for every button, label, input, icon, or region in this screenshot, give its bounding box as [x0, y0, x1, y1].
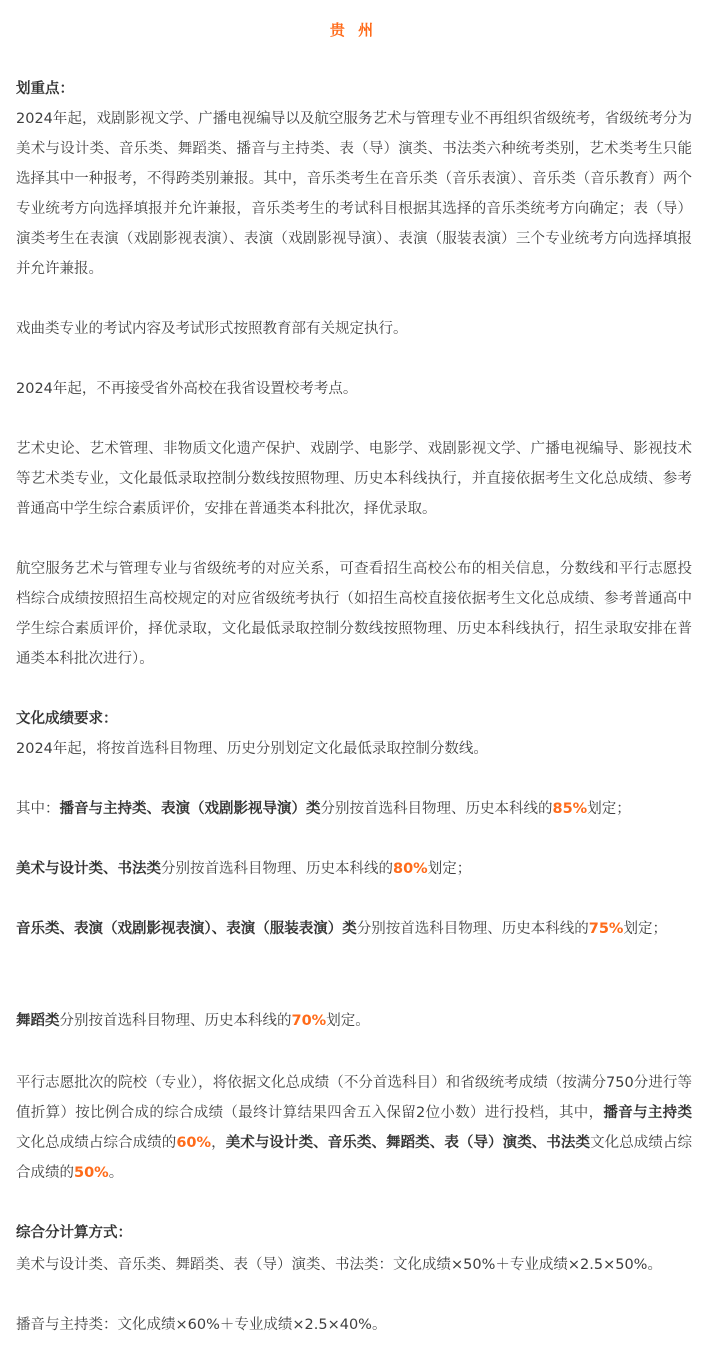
rule-80 [16, 854, 692, 884]
rule-70-text: 分别按首选科目物理、历史本科线的 [59, 1013, 292, 1029]
pv-text-4: 文化总成绩占综合成绩的 [16, 1135, 693, 1181]
paragraph-opera: 戏曲类专业的考试内容及考试形式按照教育部有关规定执行。 [16, 321, 408, 337]
paragraph-aviation: 航空服务艺术与管理专业与省级统考的对应关系，可查看招生高校公布的相关信息，分数线和平行志愿投档综合成绩按照招生高校规定的对应省级统考执行（如招生高校直接依据考生文化总成绩、参考普通高中学生综合素质评价，择优录取，文化最低录取控制分数线按照物理、历史本科线执行，招生录取安排在普通类本科批次进行）。 [16, 561, 692, 667]
pv-text-2: 文化总成绩占综合成绩的 [16, 1135, 177, 1151]
rule-75-percent: 75% [588, 921, 624, 937]
formula-heading: 综合分计算方式： [16, 1225, 132, 1241]
rule-75-suffix: 划定； [623, 921, 667, 937]
rule-75-categories: 音乐类、表演（戏剧影视表演）、表演（服装表演）类 [16, 921, 357, 937]
page-title: 贵 州 [329, 21, 378, 39]
rule-80-percent: 80% [393, 861, 428, 877]
culture-requirements-heading: 文化成绩要求： [16, 711, 118, 727]
culture-intro: 2024年起，将按首选科目物理、历史分别划定文化最低录取控制分数线。 [16, 741, 488, 757]
rule-80-suffix: 划定； [427, 861, 472, 877]
formula-general: 美术与设计类、音乐类、舞蹈类、表（导）演类、书法类：文化成绩×50%＋专业成绩×2.5×50%。 [16, 1257, 662, 1273]
rule-85-text: 分别按首选科目物理、历史本科线的 [320, 801, 553, 817]
rule-85-percent: 85% [552, 801, 588, 817]
rule-70-suffix: 划定。 [326, 1013, 370, 1029]
rule-85-prefix: 其中： [16, 801, 60, 817]
rule-70 [16, 1006, 692, 1036]
paragraph-exam-categories: 2024年起，戏剧影视文学、广播电视编导以及航空服务艺术与管理专业不再组织省级统考，省级统考分为美术与设计类、音乐类、舞蹈类、播音与主持类、表（导）演类、书法类六种统考类别，艺术类考生只能选择其中一种报考，不得跨类别兼报。其中，音乐类考生在音乐类（音乐表演）、音乐类（音乐教育）两个专业统考方向选择填报并允许兼报，音乐类考生的考试科目根据其选择的音乐类统考方向确定；表（导）演类考生在表演（戏剧影视表演）、表演（戏剧影视导演）、表演（服装表演）三个专业统考方向选择填报并允许兼报。 [16, 111, 692, 277]
pv-percent-50: 50% [74, 1165, 109, 1181]
pv-text-5: 。 [108, 1165, 124, 1181]
paragraph-parallel-volunteer [16, 1068, 692, 1188]
paragraph-no-out-of-province: 2024年起，不再接受省外高校在我省设置校考考点。 [16, 381, 358, 397]
rule-75-text: 分别按首选科目物理、历史本科线的 [356, 921, 589, 937]
rule-70-categories: 舞蹈类 [16, 1013, 60, 1029]
pv-bold-others: 美术与设计类、音乐类、舞蹈类、表（导）演类、书法类 [225, 1135, 591, 1151]
rule-85-suffix: 划定； [587, 801, 631, 817]
pv-bold-broadcast: 播音与主持类 [603, 1105, 692, 1121]
pv-text-1: 平行志愿批次的院校（专业），将依据文化总成绩（不分首选科目）和省级统考成绩（按满分750分进行等值折算）按比例合成的综合成绩（最终计算结果四舍五入保留2位小数）进行投档，其中， [16, 1075, 692, 1121]
paragraph-theory-majors: 艺术史论、艺术管理、非物质文化遗产保护、戏剧学、电影学、戏剧影视文学、广播电视编导、影视技术等艺术类专业，文化最低录取控制分数线按照物理、历史本科线执行，并直接依据考生文化总成绩、参考普通高中学生综合素质评价，安排在普通类本科批次，择优录取。 [16, 441, 692, 517]
rule-75 [16, 914, 692, 944]
rule-85 [16, 794, 692, 824]
rule-80-categories: 美术与设计类、书法类 [16, 861, 161, 877]
rule-70-percent: 70% [291, 1013, 327, 1029]
key-points-heading: 划重点： [16, 81, 74, 97]
rule-85-categories: 播音与主持类、表演（戏剧影视导演）类 [59, 801, 321, 817]
rule-80-text: 分别按首选科目物理、历史本科线的 [161, 861, 393, 877]
pv-percent-60: 60% [176, 1135, 212, 1151]
pv-text-3: ， [211, 1135, 226, 1151]
formula-broadcast: 播音与主持类：文化成绩×60%＋专业成绩×2.5×40%。 [16, 1317, 387, 1333]
